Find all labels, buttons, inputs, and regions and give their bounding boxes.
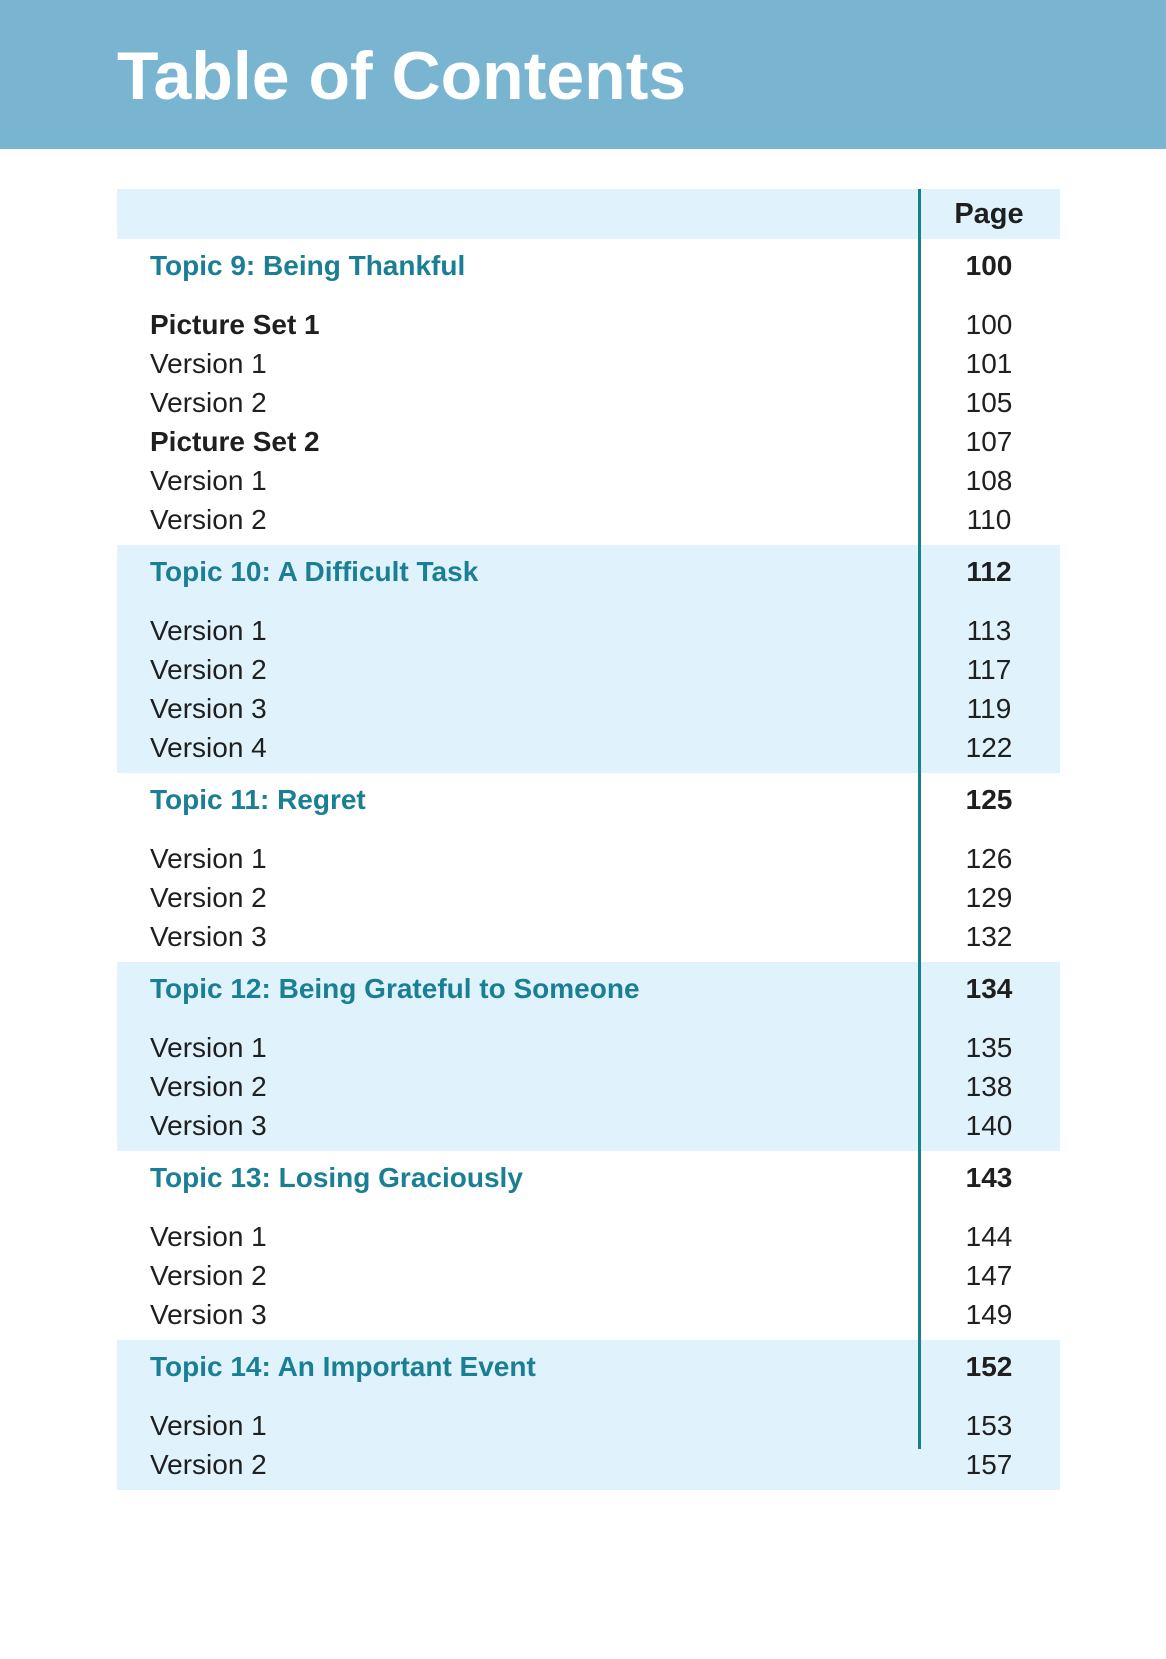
item-page-number: 113 — [966, 614, 1012, 646]
version-label[interactable]: Version 1 — [150, 1409, 267, 1441]
picture-set-label[interactable]: Picture Set 1 — [150, 308, 320, 340]
toc-item-row[interactable] — [117, 1445, 1060, 1484]
item-page-number: 122 — [965, 731, 1013, 763]
item-page-number: 126 — [965, 842, 1013, 874]
item-page-number: 110 — [966, 503, 1012, 535]
version-label[interactable]: Version 1 — [150, 1220, 267, 1252]
version-label[interactable]: Version 2 — [150, 503, 267, 535]
table-of-contents — [117, 189, 1060, 1490]
topic-page-number: 143 — [965, 1162, 1013, 1193]
item-page-number: 119 — [966, 692, 1012, 724]
item-page-number: 108 — [965, 464, 1013, 496]
item-page-number: 135 — [965, 1031, 1013, 1063]
item-page-number: 101 — [965, 347, 1013, 379]
item-page-number: 153 — [965, 1409, 1013, 1441]
version-label[interactable]: Version 2 — [150, 1448, 267, 1480]
version-label[interactable]: Version 1 — [150, 464, 267, 496]
version-label[interactable]: Version 3 — [150, 920, 267, 952]
version-label[interactable]: Version 2 — [150, 653, 267, 685]
item-page-number: 100 — [965, 308, 1013, 340]
topic-page-number: 100 — [965, 250, 1013, 281]
item-page-number: 149 — [965, 1298, 1013, 1330]
item-page-number: 132 — [965, 920, 1013, 952]
picture-set-label[interactable]: Picture Set 2 — [150, 425, 320, 457]
topic-title[interactable]: Topic 14: An Important Event — [150, 1351, 536, 1382]
topic-page-number: 125 — [965, 784, 1013, 815]
page-title: Table of Contents — [117, 38, 687, 114]
page-column-header: Page — [954, 197, 1024, 230]
item-page-number: 107 — [965, 425, 1013, 457]
version-label[interactable]: Version 4 — [150, 731, 267, 763]
item-page-number: 105 — [965, 386, 1013, 418]
item-page-number: 144 — [965, 1220, 1013, 1252]
topic-page-number: 134 — [965, 973, 1013, 1004]
version-label[interactable]: Version 2 — [150, 1070, 267, 1102]
version-label[interactable]: Version 2 — [150, 386, 267, 418]
version-label[interactable]: Version 1 — [150, 842, 267, 874]
version-label[interactable]: Version 1 — [150, 347, 267, 379]
version-label[interactable]: Version 3 — [150, 692, 267, 724]
topic-title[interactable]: Topic 9: Being Thankful — [150, 250, 466, 281]
version-label[interactable]: Version 3 — [150, 1298, 267, 1330]
topic-title[interactable]: Topic 11: Regret — [150, 784, 366, 815]
topic-page-number: 112 — [966, 556, 1012, 587]
topic-title[interactable]: Topic 12: Being Grateful to Someone — [150, 973, 640, 1004]
item-page-number: 129 — [965, 881, 1013, 913]
item-page-number: 117 — [966, 653, 1012, 685]
version-label[interactable]: Version 1 — [150, 614, 267, 646]
topic-title[interactable]: Topic 13: Losing Graciously — [150, 1162, 523, 1193]
header-banner — [0, 0, 1166, 149]
item-page-number: 138 — [965, 1070, 1013, 1102]
version-label[interactable]: Version 1 — [150, 1031, 267, 1063]
item-page-number: 140 — [965, 1109, 1013, 1141]
item-page-number: 157 — [965, 1448, 1013, 1480]
topic-page-number: 152 — [965, 1351, 1013, 1382]
topic-title[interactable]: Topic 10: A Difficult Task — [150, 556, 479, 587]
version-label[interactable]: Version 2 — [150, 881, 267, 913]
version-label[interactable]: Version 3 — [150, 1109, 267, 1141]
version-label[interactable]: Version 2 — [150, 1259, 267, 1291]
item-page-number: 147 — [965, 1259, 1013, 1291]
column-divider — [918, 189, 921, 1449]
